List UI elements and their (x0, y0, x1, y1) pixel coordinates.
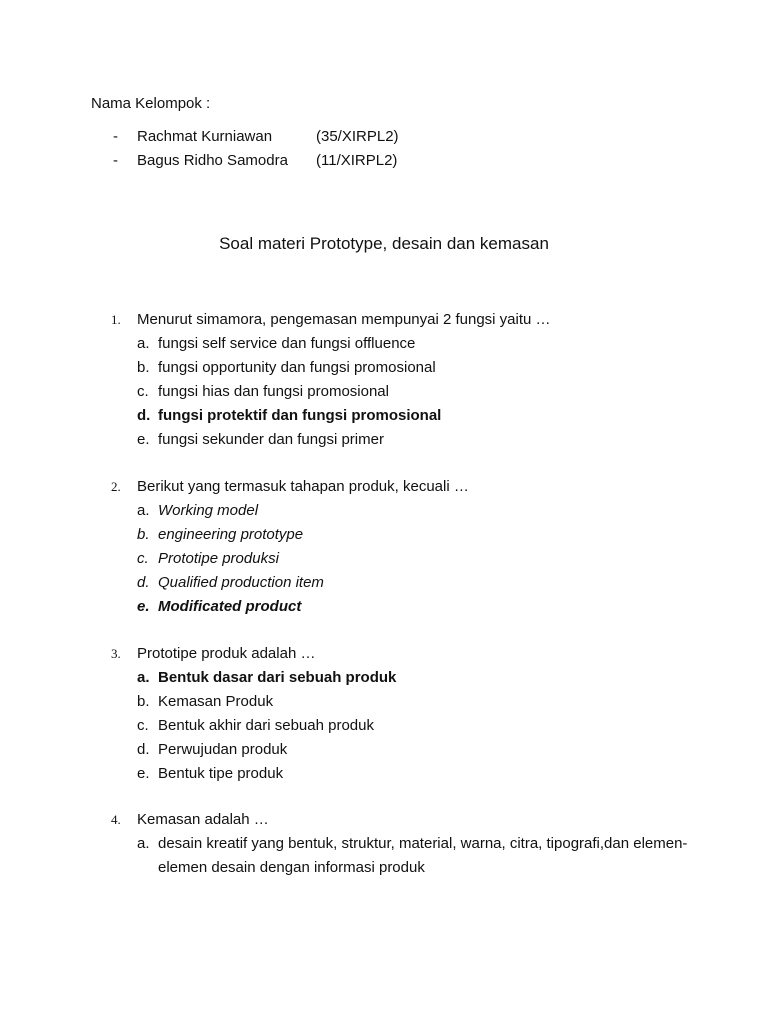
question-line (111, 808, 691, 832)
member-id: (11/XIRPL2) (316, 152, 398, 169)
option-text: fungsi sekunder dan fungsi primer (158, 431, 384, 448)
option-letter: b. (137, 359, 150, 376)
question-4 (111, 808, 691, 880)
option-text: fungsi opportunity dan fungsi promosional (158, 359, 436, 376)
option-letter: d. (137, 574, 150, 591)
option-letter: c. (137, 717, 149, 734)
option-text: Prototipe produksi (158, 550, 279, 567)
option-correct (111, 595, 711, 619)
option-text: Working model (158, 502, 259, 519)
option-text: fungsi protektif dan fungsi promosional (158, 407, 442, 424)
question-line (111, 642, 711, 666)
member-row (113, 152, 397, 169)
question-text: Menurut simamora, pengemasan mempunyai 2 fungsi yaitu … (137, 311, 551, 328)
question-text: Berikut yang termasuk tahapan produk, kecuali … (137, 478, 469, 495)
option-text: engineering prototype (158, 526, 304, 543)
option-correct (111, 666, 711, 690)
option-text: Bentuk dasar dari sebuah produk (158, 669, 397, 686)
option (111, 356, 711, 380)
option-letter: e. (137, 765, 150, 782)
option-letter: a. (137, 835, 150, 852)
option (111, 547, 711, 571)
option-letter: e. (137, 598, 150, 615)
option-letter: d. (137, 407, 151, 424)
question-line (111, 475, 711, 499)
option (111, 380, 711, 404)
option (111, 832, 691, 880)
option (111, 738, 711, 762)
option-letter: c. (137, 550, 149, 567)
option-text: Perwujudan produk (158, 741, 288, 758)
option (111, 428, 711, 452)
option-letter: a. (137, 502, 150, 519)
question-text: Kemasan adalah … (137, 811, 269, 828)
option-correct (111, 404, 711, 428)
option-letter: b. (137, 526, 150, 543)
question-1 (111, 308, 711, 452)
question-number: 3. (111, 646, 121, 661)
question-number: 1. (111, 312, 121, 327)
option-letter: b. (137, 693, 150, 710)
question-line (111, 308, 711, 332)
member-dash: - (113, 128, 118, 145)
option-text: Bentuk akhir dari sebuah produk (158, 717, 374, 734)
option (111, 762, 711, 786)
option-text: Bentuk tipe produk (158, 765, 284, 782)
option (111, 499, 711, 523)
member-id: (35/XIRPL2) (316, 128, 399, 145)
option-letter: c. (137, 383, 149, 400)
option (111, 523, 711, 547)
question-2 (111, 475, 711, 619)
option-text: fungsi self service dan fungsi offluence (158, 335, 416, 352)
option (111, 571, 711, 595)
question-3 (111, 642, 711, 786)
question-number: 4. (111, 812, 121, 827)
question-number: 2. (111, 479, 121, 494)
option-letter: d. (137, 741, 150, 758)
option (111, 690, 711, 714)
member-name: Bagus Ridho Samodra (137, 152, 288, 169)
option-text: Qualified production item (158, 574, 324, 591)
option-letter: a. (137, 669, 150, 686)
group-label: Nama Kelompok : (91, 95, 211, 112)
question-text: Prototipe produk adalah … (137, 645, 316, 662)
document-title: Soal materi Prototype, desain dan kemasan (219, 234, 549, 253)
member-dash: - (113, 152, 118, 169)
member-row (113, 128, 399, 145)
option-text: desain kreatif yang bentuk, struktur, material, warna, citra, tipografi,dan elemen-elemen desain dengan informasi produk (158, 835, 688, 876)
option (111, 714, 711, 738)
option-text: Modificated product (158, 598, 302, 615)
option-letter: e. (137, 431, 150, 448)
option (111, 332, 711, 356)
option-text: Kemasan Produk (158, 693, 274, 710)
option-text: fungsi hias dan fungsi promosional (158, 383, 389, 400)
member-name: Rachmat Kurniawan (137, 128, 273, 145)
option-letter: a. (137, 335, 150, 352)
